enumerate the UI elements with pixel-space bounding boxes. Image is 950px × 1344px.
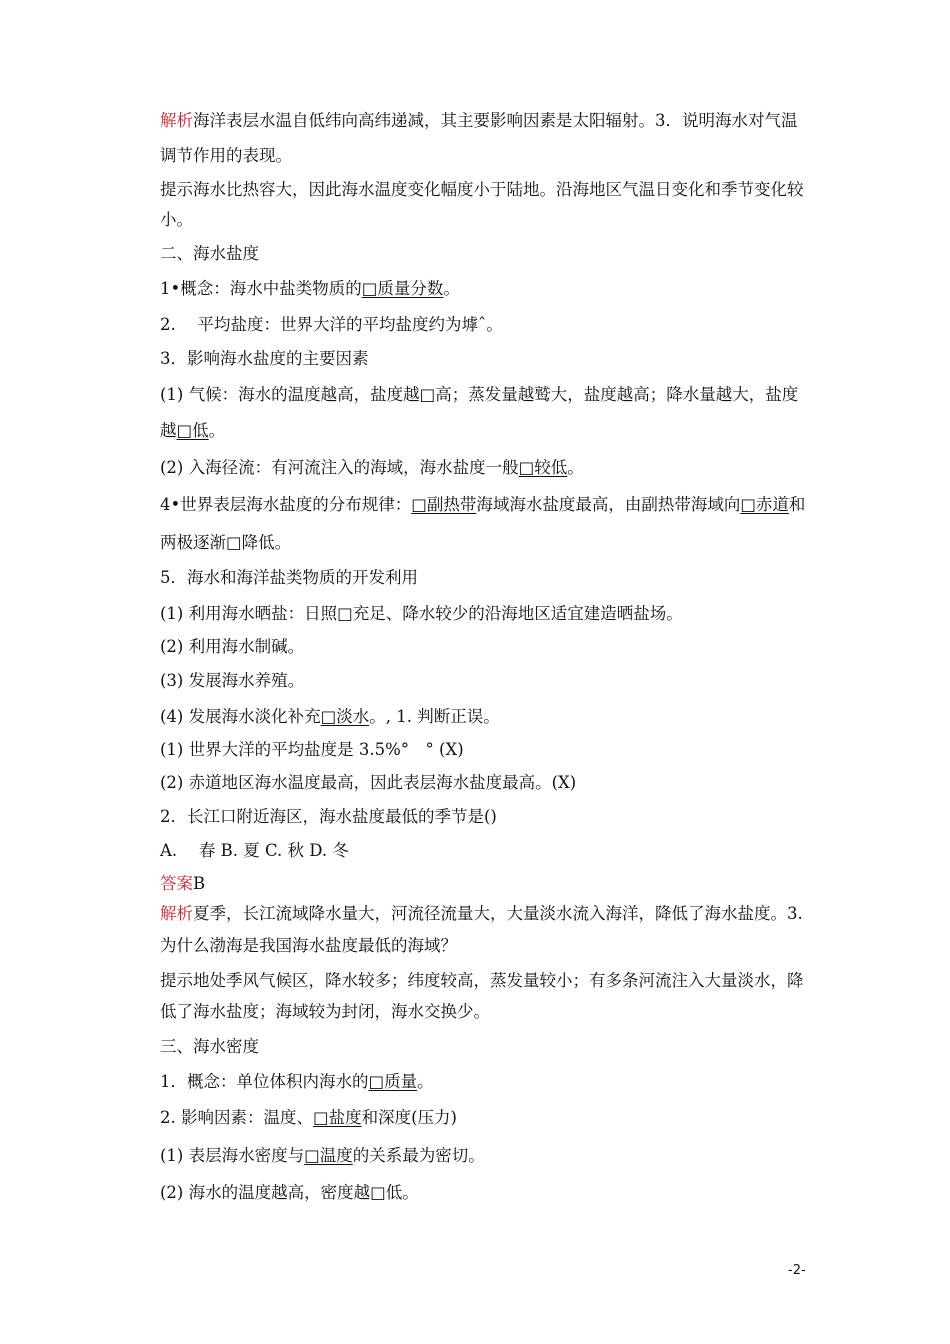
paragraph-line: (4) 发展海水淡化补充□淡水。, 1. 判断正误。: [160, 707, 500, 726]
paragraph-line: (1) 表层海水密度与□温度的关系最为密切。: [160, 1146, 485, 1165]
paragraph-line: 调节作用的表现。: [160, 146, 292, 165]
paragraph-line: 小。: [160, 210, 193, 229]
paragraph-line: (2) 入海径流：有河流注入的海域，海水盐度一般□较低。: [160, 458, 584, 477]
paragraph-line: (3) 发展海水养殖。: [160, 671, 305, 690]
paragraph-line: 2．长江口附近海区，海水盐度最低的季节是(): [160, 807, 497, 826]
paragraph-line: (2) 赤道地区海水温度最高，因此表层海水盐度最高。(X): [160, 773, 577, 792]
section-heading: 三、海水密度: [160, 1037, 259, 1056]
paragraph-line: 低了海水盐度；海域较为封闭，海水交换少。: [160, 1002, 490, 1021]
paragraph-line: (2) 利用海水制碱。: [160, 637, 305, 656]
paragraph-line: 1•概念：海水中盐类物质的□质量分数。: [160, 279, 460, 298]
paragraph-line: 两极逐渐□降低。: [160, 533, 292, 552]
section-heading: 二、海水盐度: [160, 244, 259, 263]
paragraph-line: 解析海洋表层水温自低纬向高纬递减，其主要影响因素是太阳辐射。3．说明海水对气温: [160, 111, 798, 130]
paragraph-line: (2) 海水的温度越高，密度越□低。: [160, 1183, 419, 1202]
paragraph-line: 解析夏季，长江流域降水量大，河流径流量大，大量淡水流入海洋，降低了海水盐度。3.: [160, 904, 803, 923]
paragraph-line: 2. 平均盐度：世界大洋的平均盐度约为㙤ˆ。: [160, 315, 503, 334]
analysis-label: 解析: [160, 904, 193, 923]
paragraph-line: 提示海水比热容大，因此海水温度变化幅度小于陆地。沿海地区气温日变化和季节变化较: [160, 180, 804, 199]
analysis-label: 解析: [160, 111, 193, 130]
paragraph-line: A. 春 B. 夏 C. 秋 D. 冬: [160, 841, 349, 860]
paragraph-line: 4•世界表层海水盐度的分布规律：□副热带海域海水盐度最高，由副热带海域向□赤道和: [160, 495, 806, 514]
paragraph-line: 答案B: [160, 874, 206, 893]
answer-label: 答案: [160, 874, 193, 893]
paragraph-line: 3．影响海水盐度的主要因素: [160, 349, 369, 368]
page-number: -2-: [788, 1263, 806, 1278]
paragraph-line: 5．海水和海洋盐类物质的开发利用: [160, 568, 418, 587]
paragraph-line: 提示地处季风气候区，降水较多；纬度较高，蒸发量较小；有多条河流注入大量淡水，降: [160, 971, 804, 990]
paragraph-line: (1) 利用海水晒盐：日照□充足、降水较少的沿海地区适宜建造晒盐场。: [160, 604, 683, 623]
paragraph-line: (1) 气候：海水的温度越高，盐度越□高；蒸发量越鹫大，盐度越高；降水量越大，盐度: [160, 385, 799, 404]
paragraph-line: 1．概念：单位体积内海水的□质量。: [160, 1072, 434, 1091]
paragraph-line: (1) 世界大洋的平均盐度是 3.5%° ° (X): [160, 740, 464, 759]
paragraph-line: 为什么渤海是我国海水盐度最低的海域？: [160, 936, 457, 955]
paragraph-line: 2. 影响因素：温度、□盐度和深度(压力): [160, 1108, 457, 1127]
paragraph-line: 越□低。: [160, 421, 226, 440]
